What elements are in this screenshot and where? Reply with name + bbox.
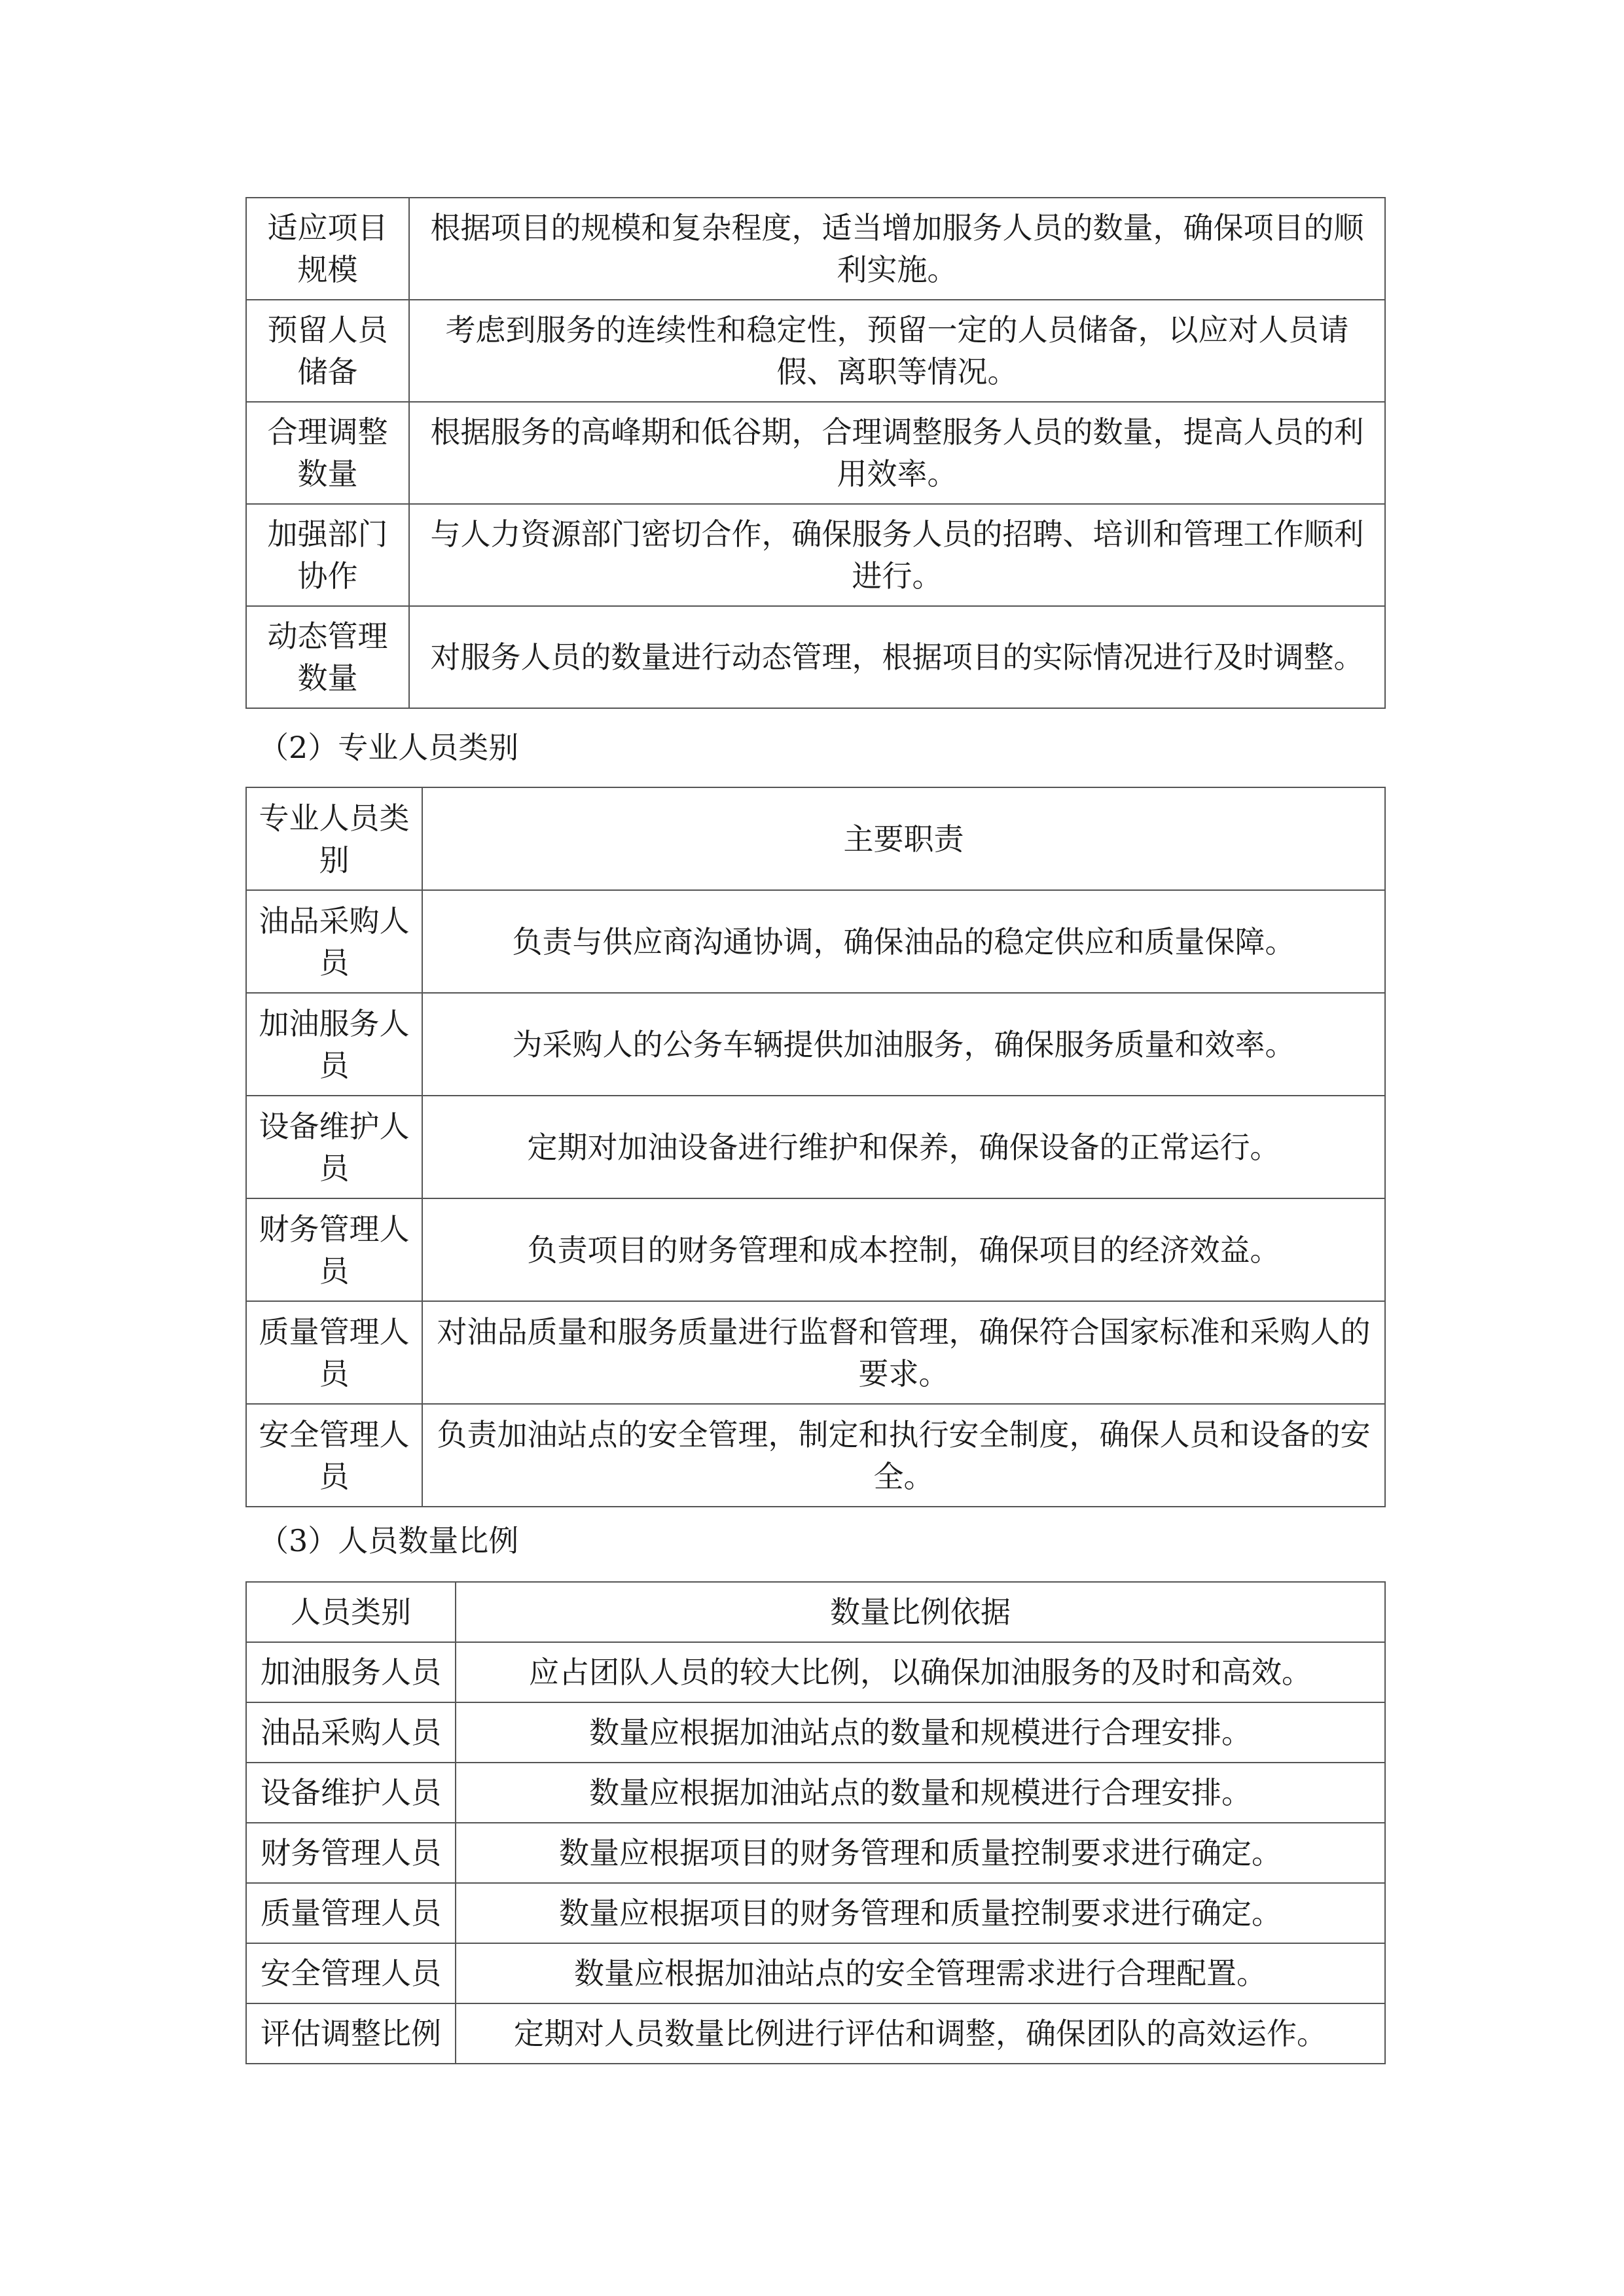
staff-type-cell: 安全管理人员 <box>246 1943 456 2003</box>
table-row <box>246 402 1385 504</box>
table-row <box>246 2003 1385 2064</box>
column-header-ratio-basis: 数量比例依据 <box>456 1582 1385 1642</box>
measure-description-cell: 与人力资源部门密切合作，确保服务人员的招聘、培训和管理工作顺利进行。 <box>409 504 1385 606</box>
table-row <box>246 1198 1385 1301</box>
section-heading-staff-ratio: （3）人员数量比例 <box>259 1523 519 1558</box>
staff-type-cell: 加油服务人员 <box>246 1642 456 1702</box>
ratio-basis-cell: 数量应根据项目的财务管理和质量控制要求进行确定。 <box>456 1883 1385 1943</box>
measure-name-cell: 加强部门协作 <box>246 504 409 606</box>
table-row <box>246 1096 1385 1198</box>
staff-type-cell: 油品采购人员 <box>246 1702 456 1763</box>
staff-type-cell: 质量管理人员 <box>246 1883 456 1943</box>
duty-cell: 负责与供应商沟通协调，确保油品的稳定供应和质量保障。 <box>422 890 1385 993</box>
category-cell: 安全管理人员 <box>246 1404 422 1507</box>
category-cell: 加油服务人员 <box>246 993 422 1096</box>
measure-description-cell: 根据项目的规模和复杂程度，适当增加服务人员的数量，确保项目的顺利实施。 <box>409 198 1385 300</box>
measure-name-cell: 合理调整数量 <box>246 402 409 504</box>
professional-categories-table <box>245 787 1386 1507</box>
table-row <box>246 1823 1385 1883</box>
table-row <box>246 198 1385 300</box>
table-row <box>246 1404 1385 1507</box>
duty-cell: 负责加油站点的安全管理，制定和执行安全制度，确保人员和设备的安全。 <box>422 1404 1385 1507</box>
category-cell: 油品采购人员 <box>246 890 422 993</box>
duty-cell: 对油品质量和服务质量进行监督和管理，确保符合国家标准和采购人的要求。 <box>422 1301 1385 1404</box>
measure-name-cell: 预留人员储备 <box>246 300 409 402</box>
duty-cell: 负责项目的财务管理和成本控制，确保项目的经济效益。 <box>422 1198 1385 1301</box>
measure-description-cell: 对服务人员的数量进行动态管理，根据项目的实际情况进行及时调整。 <box>409 606 1385 708</box>
table-row <box>246 1943 1385 2003</box>
ratio-basis-cell: 数量应根据加油站点的安全管理需求进行合理配置。 <box>456 1943 1385 2003</box>
table-row <box>246 890 1385 993</box>
table-row <box>246 606 1385 708</box>
table-row <box>246 1763 1385 1823</box>
table-row <box>246 1702 1385 1763</box>
duty-cell: 为采购人的公务车辆提供加油服务，确保服务质量和效率。 <box>422 993 1385 1096</box>
ratio-basis-cell: 应占团队人员的较大比例，以确保加油服务的及时和高效。 <box>456 1642 1385 1702</box>
measure-description-cell: 考虑到服务的连续性和稳定性，预留一定的人员储备，以应对人员请假、离职等情况。 <box>409 300 1385 402</box>
measure-description-cell: 根据服务的高峰期和低谷期，合理调整服务人员的数量，提高人员的利用效率。 <box>409 402 1385 504</box>
ratio-basis-cell: 定期对人员数量比例进行评估和调整，确保团队的高效运作。 <box>456 2003 1385 2064</box>
column-header-staff-type: 人员类别 <box>246 1582 456 1642</box>
table-row <box>246 1642 1385 1702</box>
section-heading-professional-categories: （2）专业人员类别 <box>259 730 519 765</box>
table-row <box>246 1301 1385 1404</box>
table-header-row <box>246 787 1385 890</box>
table-row <box>246 1883 1385 1943</box>
ratio-basis-cell: 数量应根据加油站点的数量和规模进行合理安排。 <box>456 1702 1385 1763</box>
staff-type-cell: 评估调整比例 <box>246 2003 456 2064</box>
staff-quantity-measures-table <box>245 197 1386 709</box>
staff-type-cell: 设备维护人员 <box>246 1763 456 1823</box>
ratio-basis-cell: 数量应根据加油站点的数量和规模进行合理安排。 <box>456 1763 1385 1823</box>
column-header-category: 专业人员类别 <box>246 787 422 890</box>
staff-ratio-table <box>245 1581 1386 2064</box>
column-header-duties: 主要职责 <box>422 787 1385 890</box>
table-row <box>246 300 1385 402</box>
category-cell: 质量管理人员 <box>246 1301 422 1404</box>
duty-cell: 定期对加油设备进行维护和保养，确保设备的正常运行。 <box>422 1096 1385 1198</box>
ratio-basis-cell: 数量应根据项目的财务管理和质量控制要求进行确定。 <box>456 1823 1385 1883</box>
table-row <box>246 504 1385 606</box>
category-cell: 设备维护人员 <box>246 1096 422 1198</box>
table-header-row <box>246 1582 1385 1642</box>
staff-type-cell: 财务管理人员 <box>246 1823 456 1883</box>
table-row <box>246 993 1385 1096</box>
measure-name-cell: 适应项目规模 <box>246 198 409 300</box>
measure-name-cell: 动态管理数量 <box>246 606 409 708</box>
category-cell: 财务管理人员 <box>246 1198 422 1301</box>
